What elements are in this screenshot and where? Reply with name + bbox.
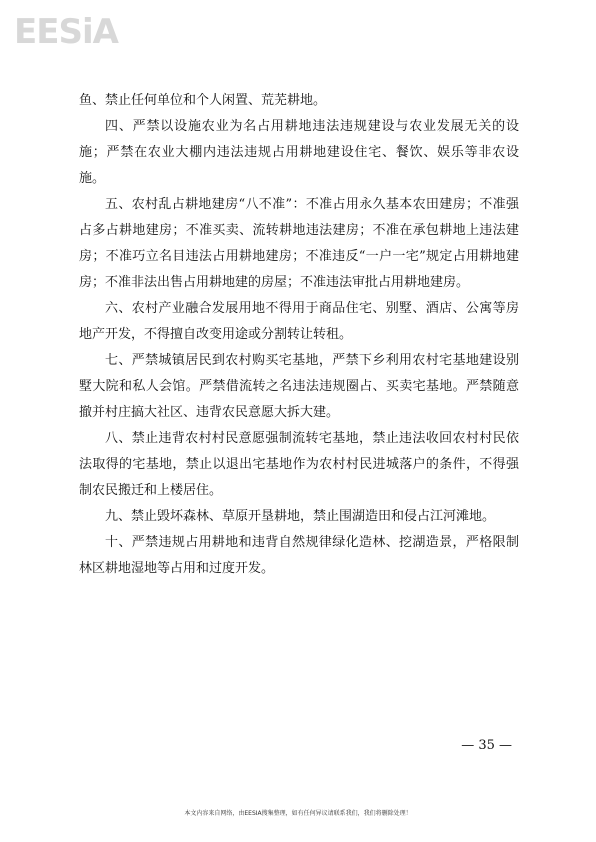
paragraph-item-6: 六、农村产业融合发展用地不得用于商品住宅、别墅、酒店、公寓等房地产开发，不得擅自改变用途或分割转让转租。	[79, 301, 519, 342]
paragraph-item-4: 四、严禁以设施农业为名占用耕地违法违规建设与农业发展无关的设施；严禁在农业大棚内违法违规占用耕地建设住宅、餐饮、娱乐等非农设施。	[79, 119, 519, 186]
footer-disclaimer: 本文内容来自网络，由EESIA搜集整理，如有任何异议请联系我们，我们将删除处理！	[184, 810, 412, 817]
paragraph-item-9: 九、禁止毁坏森林、草原开垦耕地，禁止围湖造田和侵占江河滩地。	[105, 509, 496, 524]
paragraph-item-10: 十、严禁违规占用耕地和违背自然规律绿化造林、挖湖造景，严格限制林区耕地湿地等占用和过度开发。	[79, 535, 519, 576]
page-number: — 35 —	[461, 738, 512, 753]
paragraph-continuation: 鱼、禁止任何单位和个人闲置、荒芜耕地。	[79, 93, 327, 108]
eesia-logo: EESiA	[14, 12, 118, 52]
document-body	[79, 88, 519, 582]
paragraph-item-7: 七、严禁城镇居民到农村购买宅基地，严禁下乡利用农村宅基地建设别墅大院和私人会馆。严禁借流转之名违法违规圈占、买卖宅基地。严禁随意撤并村庄搞大社区、违背农民意愿大拆大建。	[79, 353, 519, 420]
paragraph-item-5: 五、农村乱占耕地建房“八不准”：不准占用永久基本农田建房；不准强占多占耕地建房；不准买卖、流转耕地违法建房；不准在承包耕地上违法建房；不准巧立名目违法占用耕地建房；不准违反“一户一宅”规定占用耕地建房；不准非法出售占用耕地建的房屋；不准违法审批占用耕地建房。	[79, 197, 519, 290]
paragraph-item-8: 八、禁止违背农村村民意愿强制流转宅基地，禁止违法收回农村村民依法取得的宅基地，禁止以退出宅基地作为农村村民进城落户的条件，不得强制农民搬迁和上楼居住。	[79, 431, 519, 498]
